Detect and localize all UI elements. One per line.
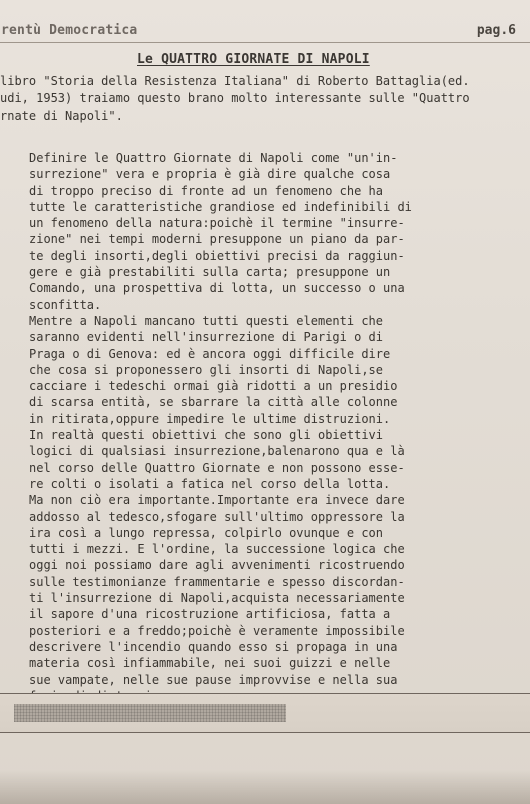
body-line-19: logici di qualsiasi insurrezione,balenarono qua e là [29,444,405,459]
body-line-7: te degli insorti,degli obiettivi precisi da raggiun- [29,248,405,263]
body-line-17: in ritirata,oppure impedire le ultime distruzioni. [29,411,391,426]
body-line-11: Mentre a Napoli mancano tutti questi elementi che [29,313,384,328]
body-line-15: cacciare i tedeschi ormai già ridotti a un presidio [29,379,398,394]
document-title: Le QUATTRO GIORNATE DI NAPOLI [137,52,370,67]
body-line-21: re colti o isolati a fatica nel corso della lotta. [29,476,391,491]
body-line-6: zione" nei tempi moderni presuppone un piano da par- [29,232,405,247]
body-line-27: sulle testimonianze frammentarie e spesso discordan- [29,574,405,589]
body-text [29,150,509,704]
body-line-25: tutti i mezzi. E l'ordine, la successione logica che [29,542,405,557]
body-line-20: nel corso delle Quattro Giornate e non possono esse- [29,460,405,475]
body-line-13: Praga o di Genova: ed è ancora oggi difficile dire [29,346,391,361]
body-line-10: sconfitta. [29,297,102,312]
body-line-4: tutte le caratteristiche grandiose ed indefinibili di [29,199,412,214]
body-line-14: che cosa si proponessero gli insorti di Napoli,se [29,362,384,377]
page-number: pag.6 [476,22,516,38]
page-header [0,18,530,43]
intro-line-1: libro "Storia della Resistenza Italiana" di Roberto Battaglia(ed. [0,74,470,88]
body-line-24: ira così a lungo repressa, colpirlo ovunque e con [29,525,384,540]
body-line-31: descrivere l'incendio quando esso si propaga in una [29,639,398,654]
body-line-22: Ma non ciò era importante.Importante era invece dare [29,493,405,508]
body-line-30: posteriori e a freddo;poichè è veramente impossibile [29,623,405,638]
intro-paragraph [0,73,530,125]
intro-line-2: udi, 1953) traiamo questo brano molto interessante sulle "Quattro [0,91,470,106]
body-line-16: di scarsa entità, se sbarrare la città alle colonne [29,395,398,410]
body-line-1: Definire le Quattro Giornate di Napoli come "un'in- [29,151,398,165]
body-line-26: oggi noi possiamo dare agli avvenimenti ricostruendo [29,558,405,573]
body-line-32: materia così infiammabile, nei suoi guizzi e nelle [29,656,391,671]
body-line-5: un fenomeno della natura:poichè il termine "insurre- [29,216,405,231]
body-line-29: il sapore d'una ricostruzione artificiosa, fatta a [29,607,391,622]
intro-line-3: rnate di Napoli". [0,108,123,123]
body-line-2: surrezione" vera e propria è già dire qualche cosa [29,167,391,182]
body-line-12: saranno evidenti nell'insurrezione di Parigi o di [29,330,384,345]
body-line-3: di troppo preciso di fronte ad un fenomeno che ha [29,183,384,198]
body-line-8: gere e già prestabiliti sulla carta; presuppone un [29,265,391,280]
page-bottom-shadow [0,770,530,804]
header-left-text: rentù Democratica [1,22,138,38]
footer-band [0,693,530,733]
body-line-23: addosso al tedesco,sfogare sull'ultimo oppressore la [29,509,405,524]
body-line-28: ti l'insurrezione di Napoli,acquista necessariamente [29,591,405,606]
body-line-18: In realtà questi obiettivi che sono gli obiettivi [29,428,384,443]
body-line-9: Comando, una prospettiva di lotta, un successo o una [29,281,405,296]
footer-pattern-block [14,704,286,722]
body-line-33: sue vampate, nelle sue pause improvvise e nella sua [29,672,398,687]
